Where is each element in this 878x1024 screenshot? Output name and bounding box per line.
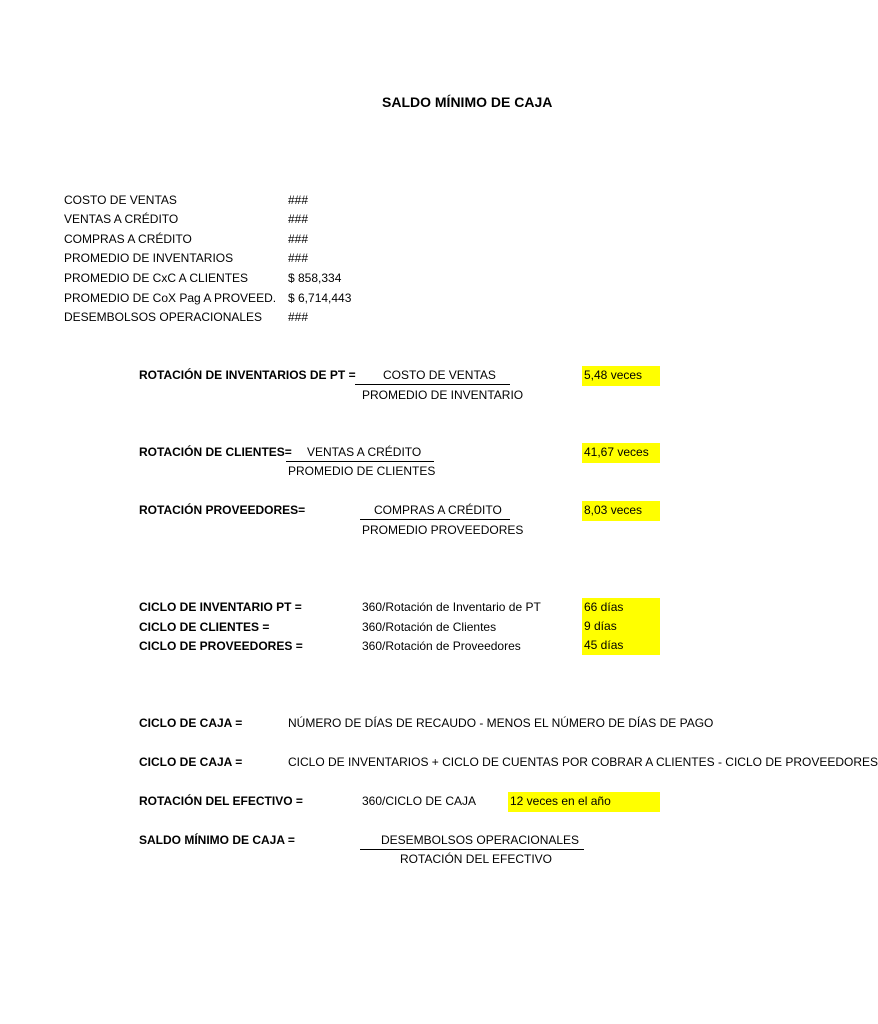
cycle-inventory-result: 66 días (582, 598, 660, 617)
rotation-inventory-denominator: PROMEDIO DE INVENTARIO (362, 388, 524, 402)
input-value-desembolsos: ### (288, 310, 309, 324)
input-value-promedio-inventarios: ### (288, 251, 309, 265)
page-title: SALDO MÍNIMO DE CAJA (382, 94, 553, 110)
cycle-suppliers-result: 45 días (582, 636, 660, 655)
cycle-suppliers-formula: 360/Rotación de Proveedores (362, 639, 521, 653)
cycle-inventory-label: CICLO DE INVENTARIO PT = (139, 600, 302, 614)
input-label-desembolsos: DESEMBOLSOS OPERACIONALES (64, 310, 263, 324)
cycle-clients-formula: 360/Rotación de Clientes (362, 620, 497, 634)
cash-cycle-label-2: CICLO DE CAJA = (139, 755, 243, 769)
input-label-promedio-cxc: PROMEDIO DE CxC A CLIENTES (64, 271, 249, 285)
cash-cycle-definition-2: CICLO DE INVENTARIOS + CICLO DE CUENTAS POR COBRAR A CLIENTES - CICLO DE PROVEEDORES (288, 755, 878, 769)
cash-rotation-result: 12 veces en el año (508, 792, 660, 812)
fraction-line (286, 461, 434, 462)
input-value-ventas-credito: ### (288, 212, 309, 226)
input-value-compras-credito: ### (288, 232, 309, 246)
min-cash-label: SALDO MÍNIMO DE CAJA = (139, 833, 295, 847)
rotation-clients-denominator: PROMEDIO DE CLIENTES (288, 464, 436, 478)
cash-cycle-definition-1: NÚMERO DE DÍAS DE RECAUDO - MENOS EL NÚMERO DE DÍAS DE PAGO (288, 716, 714, 730)
min-cash-denominator: ROTACIÓN DEL EFECTIVO (400, 852, 553, 866)
input-label-promedio-inventarios: PROMEDIO DE INVENTARIOS (64, 251, 234, 265)
fraction-line (360, 849, 584, 850)
input-value-promedio-cxc: $ 858,334 (288, 271, 342, 285)
rotation-clients-label: ROTACIÓN DE CLIENTES= (139, 445, 292, 459)
rotation-clients-result: 41,67 veces (582, 443, 660, 463)
rotation-suppliers-numerator: COMPRAS A CRÉDITO (374, 503, 502, 517)
cycle-clients-result: 9 días (582, 617, 660, 636)
rotation-suppliers-denominator: PROMEDIO PROVEEDORES (362, 523, 524, 537)
fraction-line (360, 519, 510, 520)
input-value-promedio-cxp: $ 6,714,443 (288, 291, 352, 305)
input-label-promedio-cxp: PROMEDIO DE CoX Pag A PROVEED. (64, 291, 277, 305)
rotation-clients-numerator: VENTAS A CRÉDITO (307, 445, 422, 459)
cycle-clients-label: CICLO DE CLIENTES = (139, 620, 270, 634)
rotation-inventory-result: 5,48 veces (582, 366, 660, 386)
rotation-suppliers-label: ROTACIÓN PROVEEDORES= (139, 503, 306, 517)
cycle-suppliers-label: CICLO DE PROVEEDORES = (139, 639, 303, 653)
fraction-line (355, 384, 510, 385)
input-label-compras-credito: COMPRAS A CRÉDITO (64, 232, 192, 246)
rotation-inventory-label: ROTACIÓN DE INVENTARIOS DE PT = (139, 368, 356, 382)
min-cash-numerator: DESEMBOLSOS OPERACIONALES (381, 833, 580, 847)
input-label-costo-ventas: COSTO DE VENTAS (64, 193, 177, 207)
rotation-inventory-numerator: COSTO DE VENTAS (383, 368, 496, 382)
input-label-ventas-credito: VENTAS A CRÉDITO (64, 212, 179, 226)
input-value-costo-ventas: ### (288, 193, 309, 207)
cash-rotation-formula: 360/CICLO DE CAJA (362, 794, 477, 808)
cycle-inventory-formula: 360/Rotación de Inventario de PT (362, 600, 541, 614)
cash-cycle-label-1: CICLO DE CAJA = (139, 716, 243, 730)
rotation-suppliers-result: 8,03 veces (582, 501, 660, 521)
cash-rotation-label: ROTACIÓN DEL EFECTIVO = (139, 794, 303, 808)
